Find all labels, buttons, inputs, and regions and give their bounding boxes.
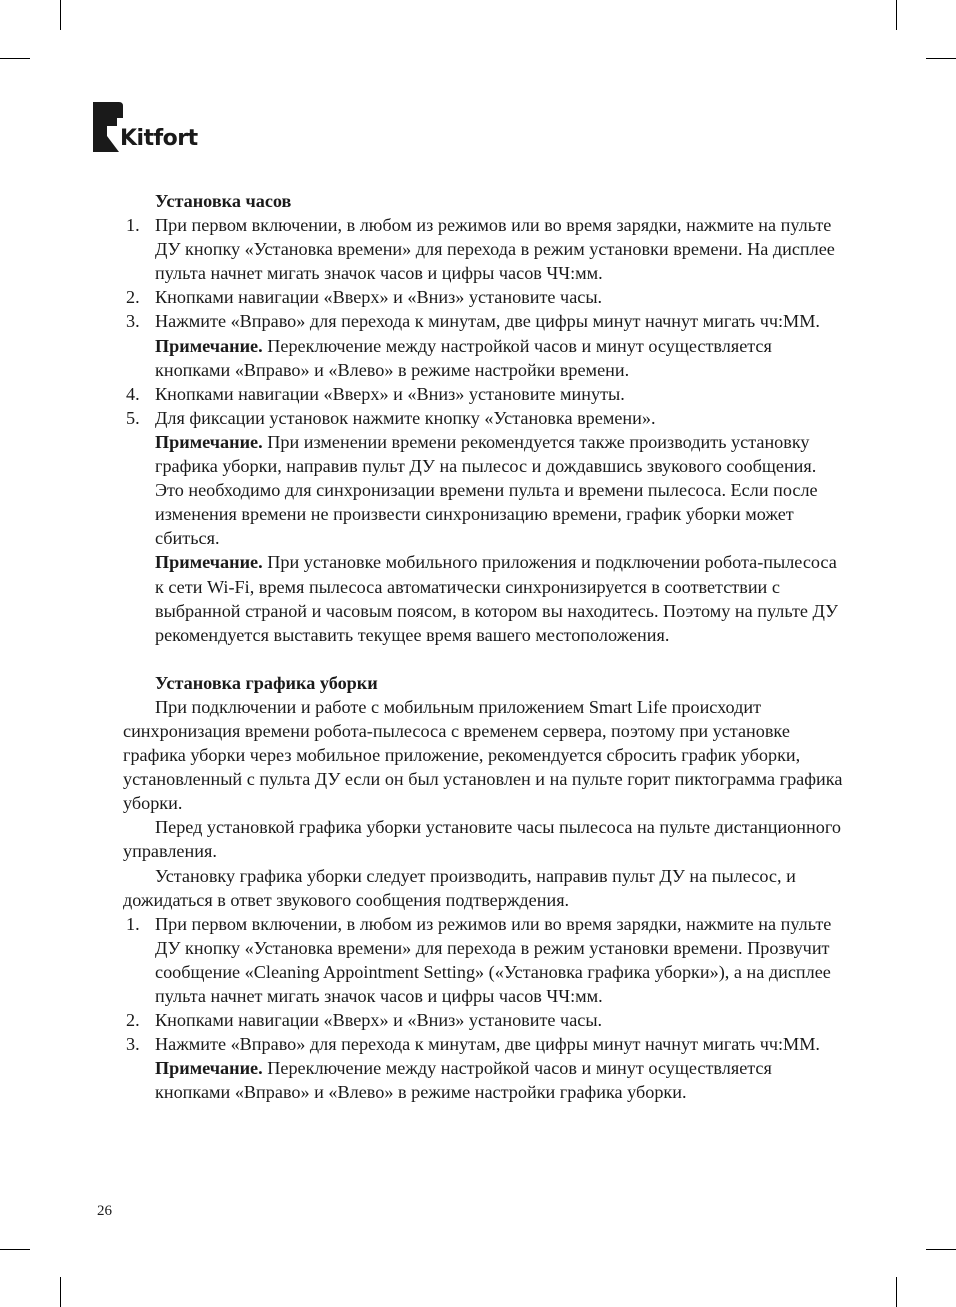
crop-mark-bottom-right-h xyxy=(926,1249,956,1250)
crop-mark-top-left-v xyxy=(60,0,61,30)
list-item: 1. При первом включении, в любом из режимов или во время зарядки, нажмите на пульте ДУ кнопку «Установка времени» для перехода в режим установки времени. Прозвучит сообщение «Cleaning Appointment Setting» («Установка графика уборки»), а на дисплее пульта начнет мигать значок часов и цифры часов ЧЧ:мм. xyxy=(126,913,832,1006)
note: Примечание. При изменении времени рекомендуется также производить установку графика уборки, направив пульт ДУ на пылесос и дождавшись звукового сообщения. Это необходимо для синхронизации времени пульта и времени пылесоса. Если после изменения времени не произвести синхронизацию времени, график уборки может сбиться. xyxy=(155,431,818,549)
list-item: 2. Кнопками навигации «Вверх» и «Вниз» установите часы. xyxy=(126,1010,603,1031)
document-body xyxy=(123,189,843,1104)
paragraph: При подключении и работе с мобильным приложением Smart Life происходит синхронизация времени робота-пылесоса с временем сервера, поэтому при установке графика уборки через мобильное приложение, рекомендуется сбросить график уборки, установленный с пульта ДУ если он был установлен и на пульте горит пиктограмма графика уборки. xyxy=(123,696,843,814)
paragraph: Перед установкой графика уборки установите часы пылесоса на пульте дистанционного управления. xyxy=(123,817,841,862)
section-title-schedule: Установка графика уборки xyxy=(155,672,378,693)
list-item: 4. Кнопками навигации «Вверх» и «Вниз» установите минуты. xyxy=(126,383,625,404)
page-number: 26 xyxy=(97,1203,112,1219)
paragraph: Установку графика уборки следует производить, направив пульт ДУ на пылесос, и дожидаться в ответ звукового сообщения подтверждения. xyxy=(123,865,796,910)
list-item: 2. Кнопками навигации «Вверх» и «Вниз» установите часы. xyxy=(126,287,603,308)
section-title-clock: Установка часов xyxy=(155,191,292,211)
list-item: 5. Для фиксации установок нажмите кнопку «Установка времени». xyxy=(126,407,656,428)
note: Примечание. Переключение между настройкой часов и минут осуществляется кнопками «Вправо» и «Влево» в режиме настройки графика уборки. xyxy=(155,1058,772,1103)
crop-mark-top-right-h xyxy=(926,58,956,59)
list-item: 1. При первом включении, в любом из режимов или во время зарядки, нажмите на пульте ДУ кнопку «Установка времени» для перехода в режим установки времени. На дисплее пульта начнет мигать значок часов и цифры часов ЧЧ:мм. xyxy=(126,215,835,284)
crop-mark-bottom-left-h xyxy=(0,1249,30,1250)
list-item: 3. Нажмите «Вправо» для перехода к минутам, две цифры минут начнут мигать чч:ММ. xyxy=(126,311,820,332)
note: Примечание. При установке мобильного приложения и подключении робота-пылесоса к сети Wi-Fi, время пылесоса автоматически синхронизируется в соответствии с выбранной страной и часовым поясом, в котором вы находитесь. Поэтому на пульте ДУ рекомендуется выставить текущее время вашего местоположения. xyxy=(155,552,839,645)
crop-mark-bottom-right-v xyxy=(896,1277,897,1307)
brand-name: Kitfort xyxy=(120,126,198,151)
list-item: 3. Нажмите «Вправо» для перехода к минутам, две цифры минут начнут мигать чч:ММ. xyxy=(126,1034,820,1055)
brand-logo xyxy=(91,100,251,156)
note: Примечание. Переключение между настройкой часов и минут осуществляется кнопками «Вправо» и «Влево» в режиме настройки времени. xyxy=(155,335,772,380)
crop-mark-bottom-left-v xyxy=(60,1277,61,1307)
crop-mark-top-left-h xyxy=(0,58,30,59)
crop-mark-top-right-v xyxy=(896,0,897,30)
